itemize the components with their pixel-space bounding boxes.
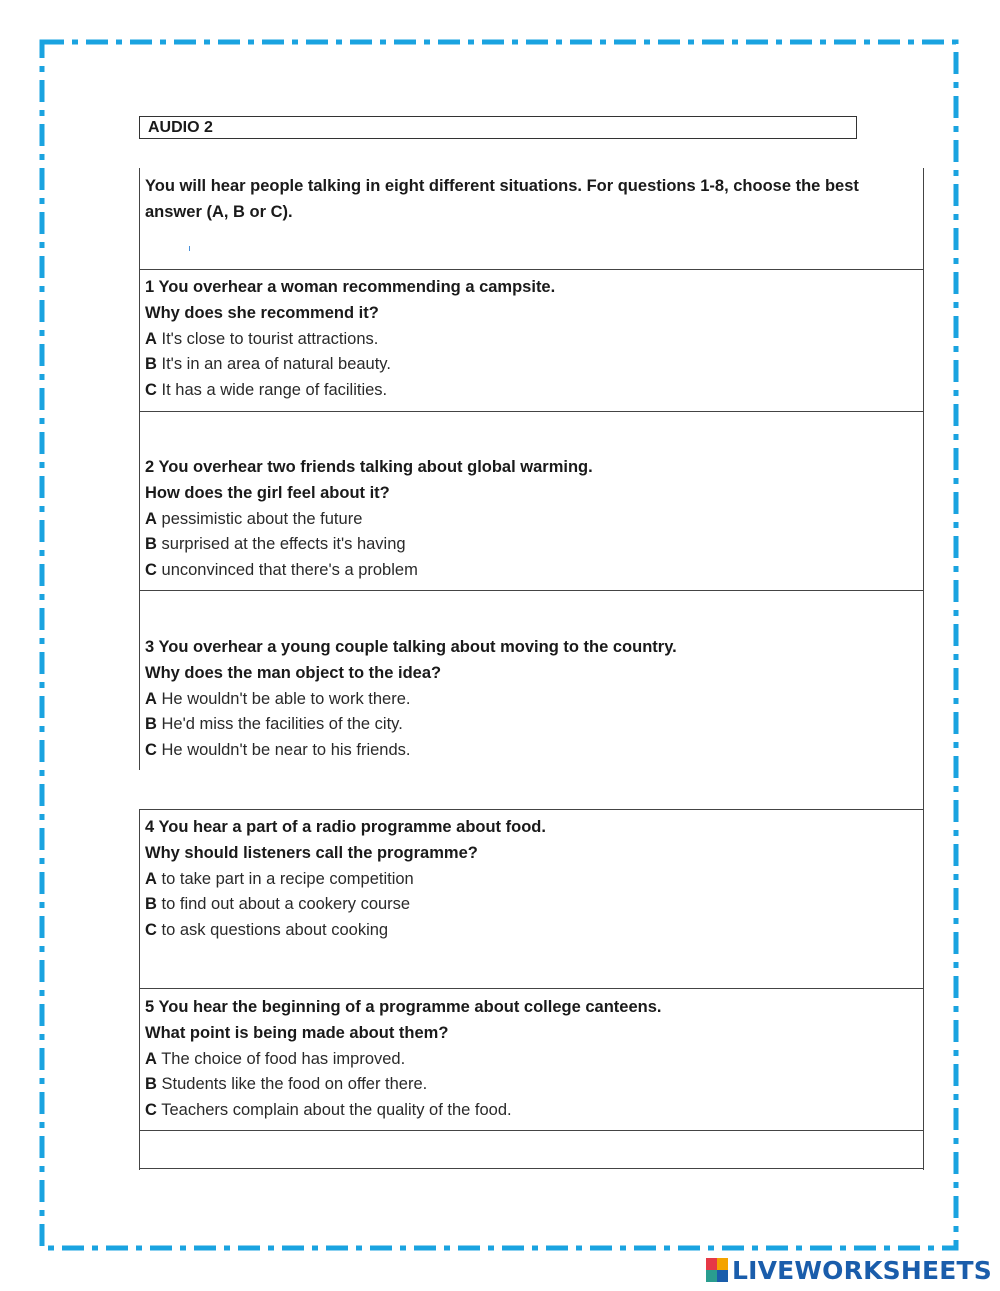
option-a: A The choice of food has improved.: [145, 1049, 406, 1068]
cursor-mark: [189, 246, 190, 251]
option-c: C to ask questions about cooking: [145, 921, 389, 940]
row-divider: [139, 809, 924, 810]
question-prompt: Why does the man object to the idea?: [145, 663, 442, 682]
question-2: [145, 455, 915, 584]
option-b: B surprised at the effects it's having: [145, 535, 406, 554]
option-a: A pessimistic about the future: [145, 509, 363, 528]
option-b: B to find out about a cookery course: [145, 895, 411, 914]
question-stem: 4 You hear a part of a radio programme about food.: [145, 818, 546, 836]
question-stem: 3 You overhear a young couple talking about moving to the country.: [145, 638, 677, 656]
question-3: [145, 635, 915, 764]
question-prompt: Why should listeners call the programme?: [145, 843, 478, 862]
option-a: A to take part in a recipe competition: [145, 869, 414, 888]
instructions: You will hear people talking in eight different situations. For questions 1-8, choose the best answer (A, B or C).: [145, 177, 859, 221]
option-b: B He'd miss the facilities of the city.: [145, 715, 403, 734]
question-5: [145, 995, 915, 1124]
option-a: A He wouldn't be able to work there.: [145, 689, 411, 708]
row-divider: [139, 590, 924, 591]
table-bottom-border: [139, 1168, 924, 1169]
row-divider: [139, 411, 924, 412]
option-c: C It has a wide range of facilities.: [145, 381, 388, 400]
question-4: [145, 815, 915, 944]
liveworksheets-logo: [706, 1257, 992, 1283]
row-divider: [139, 269, 924, 270]
table-left-border: [139, 810, 140, 1170]
row-divider: [139, 1130, 924, 1131]
question-prompt: What point is being made about them?: [145, 1023, 449, 1042]
audio-title: AUDIO 2: [139, 116, 857, 139]
question-stem: 1 You overhear a woman recommending a campsite.: [145, 278, 556, 296]
table-left-border: [139, 168, 140, 770]
question-stem: 2 You overhear two friends talking about global warming.: [145, 458, 593, 476]
question-prompt: Why does she recommend it?: [145, 303, 379, 322]
row-divider: [139, 988, 924, 989]
question-prompt: How does the girl feel about it?: [145, 483, 390, 502]
option-b: B It's in an area of natural beauty.: [145, 355, 391, 374]
option-c: C He wouldn't be near to his friends.: [145, 741, 411, 760]
question-stem: 5 You hear the beginning of a programme about college canteens.: [145, 998, 662, 1016]
brand-name: LIVEWORKSHEETS: [731, 1255, 992, 1285]
live-blocks-icon: [706, 1258, 728, 1282]
option-a: A It's close to tourist attractions.: [145, 329, 379, 348]
table-right-border: [923, 168, 924, 1170]
option-c: C unconvinced that there's a problem: [145, 561, 418, 580]
option-b: B Students like the food on offer there.: [145, 1075, 428, 1094]
question-1: [145, 275, 915, 404]
option-c: C Teachers complain about the quality of the food.: [145, 1101, 512, 1120]
